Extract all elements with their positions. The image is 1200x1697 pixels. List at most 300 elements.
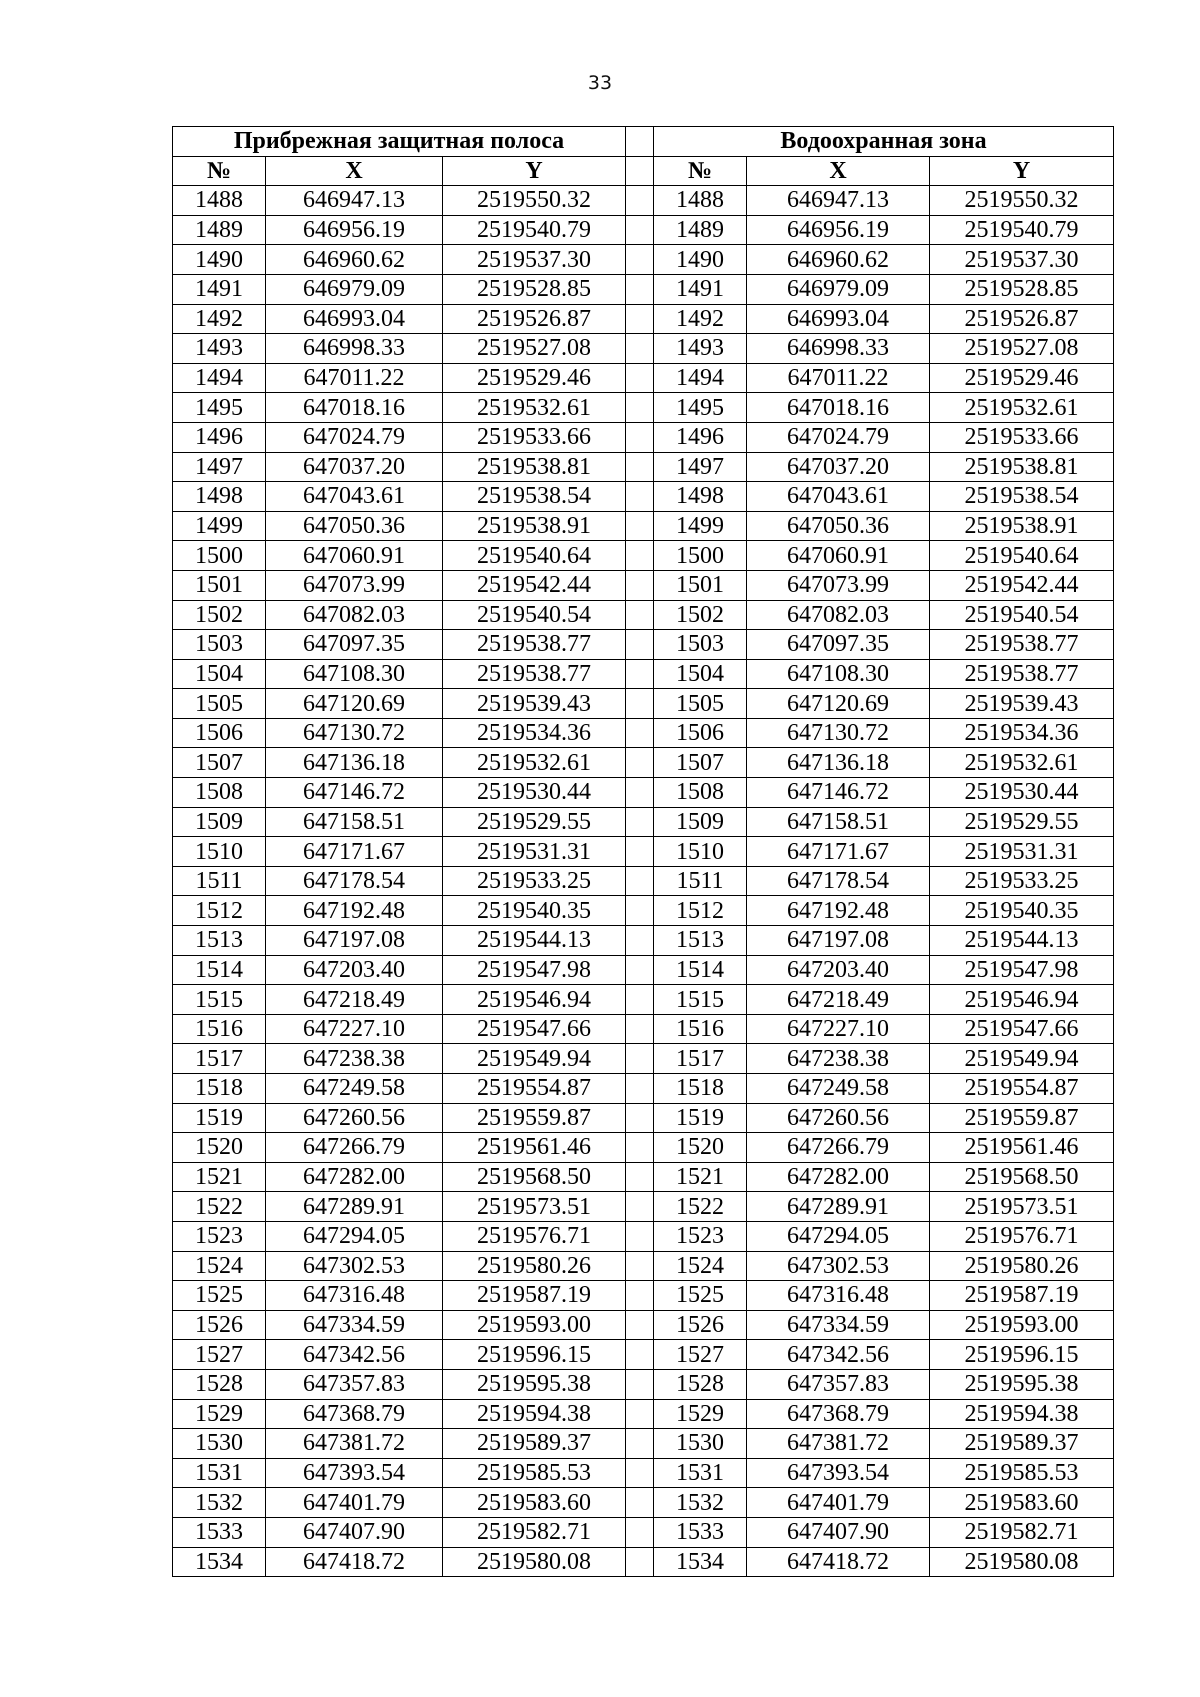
left-cell-y: 2519542.44: [443, 570, 626, 600]
right-cell-x: 647316.48: [747, 1281, 930, 1311]
right-section-title: Водоохранная зона: [654, 127, 1114, 157]
left-cell-y: 2519550.32: [443, 186, 626, 216]
right-cell-number: 1534: [654, 1547, 747, 1577]
left-cell-x: 647334.59: [266, 1310, 443, 1340]
right-cell-x: 646993.04: [747, 304, 930, 334]
right-cell-y: 2519559.87: [930, 1103, 1114, 1133]
column-gap: [626, 807, 654, 837]
left-cell-number: 1511: [173, 866, 266, 896]
left-cell-number: 1527: [173, 1340, 266, 1370]
column-gap: [626, 215, 654, 245]
right-cell-y: 2519540.64: [930, 541, 1114, 571]
table-row: [173, 1429, 1114, 1459]
left-cell-y: 2519583.60: [443, 1488, 626, 1518]
table-row: [173, 659, 1114, 689]
left-cell-x: 647227.10: [266, 1014, 443, 1044]
left-cell-x: 647018.16: [266, 393, 443, 423]
right-cell-number: 1501: [654, 570, 747, 600]
right-header-x: X: [747, 156, 930, 186]
left-cell-x: 647097.35: [266, 630, 443, 660]
left-cell-y: 2519568.50: [443, 1162, 626, 1192]
right-cell-x: 647011.22: [747, 363, 930, 393]
right-header-number: №: [654, 156, 747, 186]
right-cell-number: 1506: [654, 718, 747, 748]
left-cell-x: 647357.83: [266, 1369, 443, 1399]
right-cell-y: 2519544.13: [930, 926, 1114, 956]
table-row: [173, 570, 1114, 600]
right-cell-y: 2519580.08: [930, 1547, 1114, 1577]
left-cell-x: 646947.13: [266, 186, 443, 216]
left-cell-y: 2519531.31: [443, 837, 626, 867]
right-cell-number: 1530: [654, 1429, 747, 1459]
left-cell-x: 647197.08: [266, 926, 443, 956]
right-cell-y: 2519534.36: [930, 718, 1114, 748]
left-cell-y: 2519561.46: [443, 1133, 626, 1163]
coordinates-table: [172, 126, 1114, 1577]
right-cell-y: 2519532.61: [930, 748, 1114, 778]
right-cell-x: 647357.83: [747, 1369, 930, 1399]
left-cell-x: 647108.30: [266, 659, 443, 689]
column-gap: [626, 363, 654, 393]
right-cell-number: 1525: [654, 1281, 747, 1311]
left-cell-number: 1522: [173, 1192, 266, 1222]
left-cell-number: 1505: [173, 689, 266, 719]
right-cell-number: 1494: [654, 363, 747, 393]
left-cell-number: 1516: [173, 1014, 266, 1044]
left-cell-number: 1495: [173, 393, 266, 423]
right-cell-y: 2519540.79: [930, 215, 1114, 245]
right-cell-y: 2519540.35: [930, 896, 1114, 926]
column-gap: [626, 452, 654, 482]
right-cell-number: 1518: [654, 1074, 747, 1104]
right-cell-number: 1529: [654, 1399, 747, 1429]
left-cell-y: 2519534.36: [443, 718, 626, 748]
left-cell-x: 647037.20: [266, 452, 443, 482]
left-cell-y: 2519582.71: [443, 1517, 626, 1547]
right-cell-y: 2519538.54: [930, 482, 1114, 512]
right-cell-y: 2519582.71: [930, 1517, 1114, 1547]
right-cell-y: 2519538.91: [930, 511, 1114, 541]
left-cell-y: 2519546.94: [443, 985, 626, 1015]
table-row: [173, 1133, 1114, 1163]
table-row: [173, 334, 1114, 364]
right-cell-x: 647043.61: [747, 482, 930, 512]
right-cell-x: 647289.91: [747, 1192, 930, 1222]
column-gap: [626, 1340, 654, 1370]
table-row: [173, 422, 1114, 452]
right-cell-x: 647097.35: [747, 630, 930, 660]
table-row: [173, 689, 1114, 719]
column-gap: [626, 511, 654, 541]
left-cell-number: 1491: [173, 274, 266, 304]
table-row: [173, 215, 1114, 245]
right-cell-number: 1505: [654, 689, 747, 719]
left-cell-x: 646960.62: [266, 245, 443, 275]
right-cell-y: 2519587.19: [930, 1281, 1114, 1311]
left-cell-x: 647192.48: [266, 896, 443, 926]
table-row: [173, 718, 1114, 748]
left-cell-x: 647073.99: [266, 570, 443, 600]
column-gap: [626, 1488, 654, 1518]
right-cell-number: 1528: [654, 1369, 747, 1399]
left-cell-number: 1520: [173, 1133, 266, 1163]
column-gap: [626, 659, 654, 689]
left-cell-number: 1523: [173, 1221, 266, 1251]
right-cell-y: 2519547.66: [930, 1014, 1114, 1044]
right-cell-x: 647060.91: [747, 541, 930, 571]
left-cell-y: 2519540.79: [443, 215, 626, 245]
left-cell-number: 1501: [173, 570, 266, 600]
right-cell-y: 2519550.32: [930, 186, 1114, 216]
table-row: [173, 1399, 1114, 1429]
right-cell-y: 2519593.00: [930, 1310, 1114, 1340]
table-row: [173, 1221, 1114, 1251]
table-row: [173, 1517, 1114, 1547]
right-cell-x: 647334.59: [747, 1310, 930, 1340]
left-cell-number: 1515: [173, 985, 266, 1015]
right-cell-x: 647146.72: [747, 778, 930, 808]
table-row: [173, 393, 1114, 423]
table-row: [173, 1547, 1114, 1577]
table-row: [173, 1458, 1114, 1488]
left-cell-y: 2519580.26: [443, 1251, 626, 1281]
right-cell-number: 1531: [654, 1458, 747, 1488]
left-cell-number: 1508: [173, 778, 266, 808]
left-cell-x: 647418.72: [266, 1547, 443, 1577]
left-cell-x: 647050.36: [266, 511, 443, 541]
left-cell-number: 1533: [173, 1517, 266, 1547]
left-cell-x: 646993.04: [266, 304, 443, 334]
column-gap: [626, 541, 654, 571]
right-cell-y: 2519594.38: [930, 1399, 1114, 1429]
right-cell-x: 647249.58: [747, 1074, 930, 1104]
right-cell-y: 2519573.51: [930, 1192, 1114, 1222]
right-cell-y: 2519532.61: [930, 393, 1114, 423]
table-row: [173, 1044, 1114, 1074]
left-cell-y: 2519544.13: [443, 926, 626, 956]
column-gap: [626, 837, 654, 867]
table-row: [173, 245, 1114, 275]
right-cell-x: 647050.36: [747, 511, 930, 541]
table-row: [173, 600, 1114, 630]
right-cell-number: 1508: [654, 778, 747, 808]
table-row: [173, 985, 1114, 1015]
column-gap: [626, 689, 654, 719]
right-cell-y: 2519529.46: [930, 363, 1114, 393]
left-cell-x: 647043.61: [266, 482, 443, 512]
left-cell-number: 1499: [173, 511, 266, 541]
column-gap: [626, 127, 654, 157]
right-cell-number: 1488: [654, 186, 747, 216]
right-cell-number: 1510: [654, 837, 747, 867]
column-gap: [626, 748, 654, 778]
table-row: [173, 896, 1114, 926]
right-cell-x: 647260.56: [747, 1103, 930, 1133]
left-cell-number: 1531: [173, 1458, 266, 1488]
column-gap: [626, 156, 654, 186]
right-cell-y: 2519549.94: [930, 1044, 1114, 1074]
right-cell-number: 1497: [654, 452, 747, 482]
column-gap: [626, 1133, 654, 1163]
left-cell-x: 647381.72: [266, 1429, 443, 1459]
left-cell-y: 2519580.08: [443, 1547, 626, 1577]
right-cell-x: 647192.48: [747, 896, 930, 926]
left-cell-x: 647401.79: [266, 1488, 443, 1518]
table-row: [173, 1014, 1114, 1044]
left-cell-x: 646979.09: [266, 274, 443, 304]
left-cell-x: 647316.48: [266, 1281, 443, 1311]
table-row: [173, 304, 1114, 334]
left-cell-number: 1528: [173, 1369, 266, 1399]
table-row: [173, 482, 1114, 512]
left-cell-y: 2519532.61: [443, 748, 626, 778]
left-cell-y: 2519587.19: [443, 1281, 626, 1311]
left-cell-x: 646998.33: [266, 334, 443, 364]
right-cell-number: 1502: [654, 600, 747, 630]
left-cell-x: 647342.56: [266, 1340, 443, 1370]
right-cell-number: 1516: [654, 1014, 747, 1044]
left-cell-number: 1514: [173, 955, 266, 985]
right-cell-number: 1498: [654, 482, 747, 512]
right-cell-number: 1492: [654, 304, 747, 334]
left-cell-number: 1506: [173, 718, 266, 748]
right-cell-x: 647218.49: [747, 985, 930, 1015]
left-cell-number: 1497: [173, 452, 266, 482]
table-row: [173, 1074, 1114, 1104]
column-gap: [626, 570, 654, 600]
left-cell-y: 2519540.54: [443, 600, 626, 630]
left-cell-number: 1517: [173, 1044, 266, 1074]
left-cell-y: 2519547.66: [443, 1014, 626, 1044]
right-cell-y: 2519538.77: [930, 659, 1114, 689]
left-cell-number: 1521: [173, 1162, 266, 1192]
right-cell-number: 1504: [654, 659, 747, 689]
right-cell-y: 2519568.50: [930, 1162, 1114, 1192]
left-cell-number: 1502: [173, 600, 266, 630]
left-cell-x: 647238.38: [266, 1044, 443, 1074]
left-cell-x: 647120.69: [266, 689, 443, 719]
left-cell-x: 647171.67: [266, 837, 443, 867]
right-cell-number: 1509: [654, 807, 747, 837]
column-gap: [626, 1192, 654, 1222]
left-cell-y: 2519530.44: [443, 778, 626, 808]
right-cell-y: 2519530.44: [930, 778, 1114, 808]
right-cell-x: 647302.53: [747, 1251, 930, 1281]
table-row: [173, 1488, 1114, 1518]
left-header-x: X: [266, 156, 443, 186]
column-gap: [626, 955, 654, 985]
table-row: [173, 1192, 1114, 1222]
column-gap: [626, 482, 654, 512]
column-gap: [626, 1547, 654, 1577]
page-number: 33: [587, 72, 613, 94]
right-cell-y: 2519526.87: [930, 304, 1114, 334]
column-gap: [626, 393, 654, 423]
table-row: [173, 1103, 1114, 1133]
left-cell-x: 647218.49: [266, 985, 443, 1015]
right-cell-number: 1515: [654, 985, 747, 1015]
left-cell-y: 2519576.71: [443, 1221, 626, 1251]
right-cell-number: 1513: [654, 926, 747, 956]
left-cell-y: 2519526.87: [443, 304, 626, 334]
column-gap: [626, 1369, 654, 1399]
right-cell-x: 647342.56: [747, 1340, 930, 1370]
left-cell-y: 2519539.43: [443, 689, 626, 719]
column-gap: [626, 985, 654, 1015]
right-cell-number: 1532: [654, 1488, 747, 1518]
column-gap: [626, 718, 654, 748]
left-cell-y: 2519538.81: [443, 452, 626, 482]
right-cell-y: 2519531.31: [930, 837, 1114, 867]
column-gap: [626, 896, 654, 926]
right-cell-y: 2519539.43: [930, 689, 1114, 719]
left-cell-x: 647266.79: [266, 1133, 443, 1163]
column-gap: [626, 1517, 654, 1547]
right-cell-y: 2519561.46: [930, 1133, 1114, 1163]
left-cell-x: 647060.91: [266, 541, 443, 571]
left-cell-x: 647178.54: [266, 866, 443, 896]
right-cell-x: 647407.90: [747, 1517, 930, 1547]
left-cell-number: 1518: [173, 1074, 266, 1104]
table-row: [173, 186, 1114, 216]
left-cell-number: 1490: [173, 245, 266, 275]
left-cell-x: 647302.53: [266, 1251, 443, 1281]
left-cell-y: 2519540.64: [443, 541, 626, 571]
right-cell-y: 2519528.85: [930, 274, 1114, 304]
table-row: [173, 778, 1114, 808]
left-cell-y: 2519573.51: [443, 1192, 626, 1222]
left-cell-y: 2519585.53: [443, 1458, 626, 1488]
right-cell-number: 1495: [654, 393, 747, 423]
right-cell-number: 1496: [654, 422, 747, 452]
left-cell-number: 1519: [173, 1103, 266, 1133]
column-gap: [626, 600, 654, 630]
left-cell-x: 647158.51: [266, 807, 443, 837]
left-cell-x: 647282.00: [266, 1162, 443, 1192]
right-cell-number: 1503: [654, 630, 747, 660]
left-cell-number: 1503: [173, 630, 266, 660]
column-gap: [626, 245, 654, 275]
table-row: [173, 1251, 1114, 1281]
table-row: [173, 837, 1114, 867]
right-cell-y: 2519595.38: [930, 1369, 1114, 1399]
right-cell-y: 2519547.98: [930, 955, 1114, 985]
right-cell-number: 1522: [654, 1192, 747, 1222]
right-cell-number: 1493: [654, 334, 747, 364]
column-gap: [626, 1458, 654, 1488]
left-cell-number: 1529: [173, 1399, 266, 1429]
right-cell-x: 646960.62: [747, 245, 930, 275]
left-cell-y: 2519527.08: [443, 334, 626, 364]
right-cell-number: 1490: [654, 245, 747, 275]
right-cell-number: 1491: [654, 274, 747, 304]
table-row: [173, 541, 1114, 571]
left-cell-x: 647289.91: [266, 1192, 443, 1222]
left-cell-number: 1524: [173, 1251, 266, 1281]
left-cell-x: 647130.72: [266, 718, 443, 748]
left-cell-y: 2519594.38: [443, 1399, 626, 1429]
left-section-title: Прибрежная защитная полоса: [173, 127, 626, 157]
right-cell-x: 647227.10: [747, 1014, 930, 1044]
table-row: [173, 926, 1114, 956]
left-cell-y: 2519533.25: [443, 866, 626, 896]
right-cell-number: 1489: [654, 215, 747, 245]
right-cell-y: 2519529.55: [930, 807, 1114, 837]
column-gap: [626, 866, 654, 896]
column-gap: [626, 304, 654, 334]
table-row: [173, 1369, 1114, 1399]
right-cell-x: 646956.19: [747, 215, 930, 245]
table-body: [173, 186, 1114, 1577]
right-cell-y: 2519580.26: [930, 1251, 1114, 1281]
left-cell-number: 1513: [173, 926, 266, 956]
left-cell-number: 1504: [173, 659, 266, 689]
right-cell-x: 647120.69: [747, 689, 930, 719]
table-row: [173, 1310, 1114, 1340]
table-row: [173, 1340, 1114, 1370]
table-row: [173, 1162, 1114, 1192]
right-cell-x: 647073.99: [747, 570, 930, 600]
right-cell-x: 647018.16: [747, 393, 930, 423]
column-gap: [626, 334, 654, 364]
right-cell-number: 1521: [654, 1162, 747, 1192]
table-row: [173, 274, 1114, 304]
right-cell-x: 647266.79: [747, 1133, 930, 1163]
column-gap: [626, 422, 654, 452]
left-cell-y: 2519538.77: [443, 659, 626, 689]
right-cell-number: 1524: [654, 1251, 747, 1281]
left-cell-number: 1496: [173, 422, 266, 452]
left-cell-x: 647011.22: [266, 363, 443, 393]
right-cell-number: 1526: [654, 1310, 747, 1340]
left-cell-x: 647294.05: [266, 1221, 443, 1251]
right-cell-number: 1511: [654, 866, 747, 896]
column-gap: [626, 926, 654, 956]
column-gap: [626, 1429, 654, 1459]
table-row: [173, 630, 1114, 660]
column-gap: [626, 778, 654, 808]
table-row: [173, 363, 1114, 393]
left-cell-number: 1488: [173, 186, 266, 216]
right-header-y: Y: [930, 156, 1114, 186]
right-cell-x: 646947.13: [747, 186, 930, 216]
left-cell-number: 1500: [173, 541, 266, 571]
column-header-row: [173, 156, 1114, 186]
left-cell-x: 647203.40: [266, 955, 443, 985]
right-cell-y: 2519554.87: [930, 1074, 1114, 1104]
right-cell-y: 2519538.77: [930, 630, 1114, 660]
left-cell-x: 647407.90: [266, 1517, 443, 1547]
right-cell-x: 647024.79: [747, 422, 930, 452]
right-cell-y: 2519589.37: [930, 1429, 1114, 1459]
right-cell-y: 2519533.25: [930, 866, 1114, 896]
column-gap: [626, 1162, 654, 1192]
left-cell-number: 1494: [173, 363, 266, 393]
right-cell-number: 1514: [654, 955, 747, 985]
left-cell-x: 647082.03: [266, 600, 443, 630]
column-gap: [626, 1399, 654, 1429]
right-cell-number: 1519: [654, 1103, 747, 1133]
right-cell-y: 2519583.60: [930, 1488, 1114, 1518]
right-cell-y: 2519527.08: [930, 334, 1114, 364]
section-title-row: [173, 127, 1114, 157]
left-cell-x: 647368.79: [266, 1399, 443, 1429]
right-cell-y: 2519537.30: [930, 245, 1114, 275]
left-cell-x: 647393.54: [266, 1458, 443, 1488]
table-row: [173, 511, 1114, 541]
column-gap: [626, 1221, 654, 1251]
column-gap: [626, 1044, 654, 1074]
